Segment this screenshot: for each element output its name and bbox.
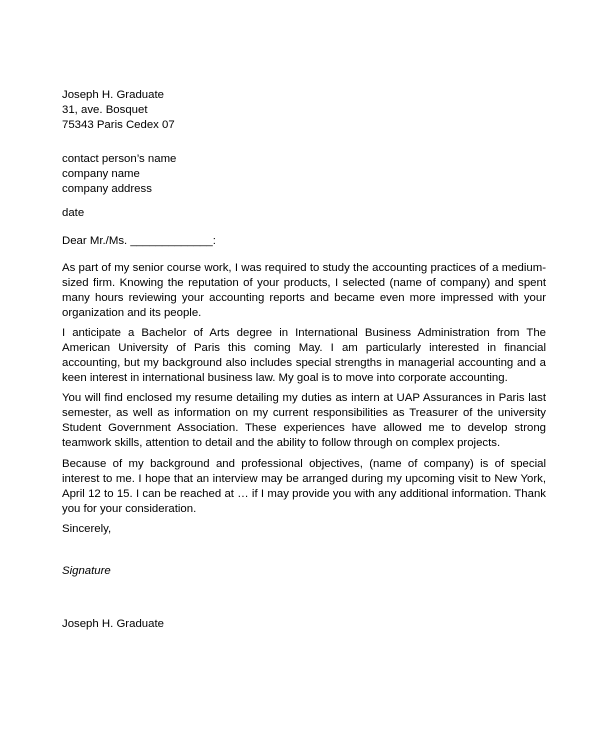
signature: Signature bbox=[62, 565, 111, 577]
body-paragraph-4: Because of my background and professional objectives, (name of company) is of special interest to me. I hope that an interview may be arranged during my upcoming visit to New York, April 12 to 15. I can be reached at … if I may provide you with any additional information. Thank you for your consideration. bbox=[62, 458, 546, 515]
body-paragraph-1: As part of my senior course work, I was required to study the accounting practices of a medium-sized firm. Knowing the reputation of your products, I selected (name of company) and spent many hours reviewing your accounting reports and became even more impressed with your organization and its people. bbox=[62, 262, 546, 319]
sender-city: 75343 Paris Cedex 07 bbox=[62, 119, 175, 131]
recipient-address-line: company address bbox=[62, 183, 152, 195]
recipient-address bbox=[62, 152, 546, 197]
sender-street: 31, ave. Bosquet bbox=[62, 104, 148, 116]
letter-date: date bbox=[62, 207, 85, 219]
sender-address bbox=[62, 88, 546, 133]
salutation: Dear Mr./Ms. _____________: bbox=[62, 235, 216, 247]
closing: Sincerely, bbox=[62, 523, 112, 535]
body-paragraph-2: I anticipate a Bachelor of Arts degree in International Business Administration from The American University of Paris this coming May. I am particularly interested in financial accounting, but my background also includes special strengths in managerial accounting and a keen interest in international business law. My goal is to move into corporate accounting. bbox=[62, 327, 546, 384]
signer-name: Joseph H. Graduate bbox=[62, 618, 164, 630]
recipient-contact: contact person’s name bbox=[62, 153, 177, 165]
sender-name: Joseph H. Graduate bbox=[62, 89, 164, 101]
body-paragraph-3: You will find enclosed my resume detailing my duties as intern at UAP Assurances in Paris last semester, as well as information on my current responsibilities as Treasurer of the university Student Government Association. These experiences have allowed me to develop strong teamwork skills, attention to detail and the ability to follow through on complex projects. bbox=[62, 392, 546, 449]
recipient-company: company name bbox=[62, 168, 140, 180]
